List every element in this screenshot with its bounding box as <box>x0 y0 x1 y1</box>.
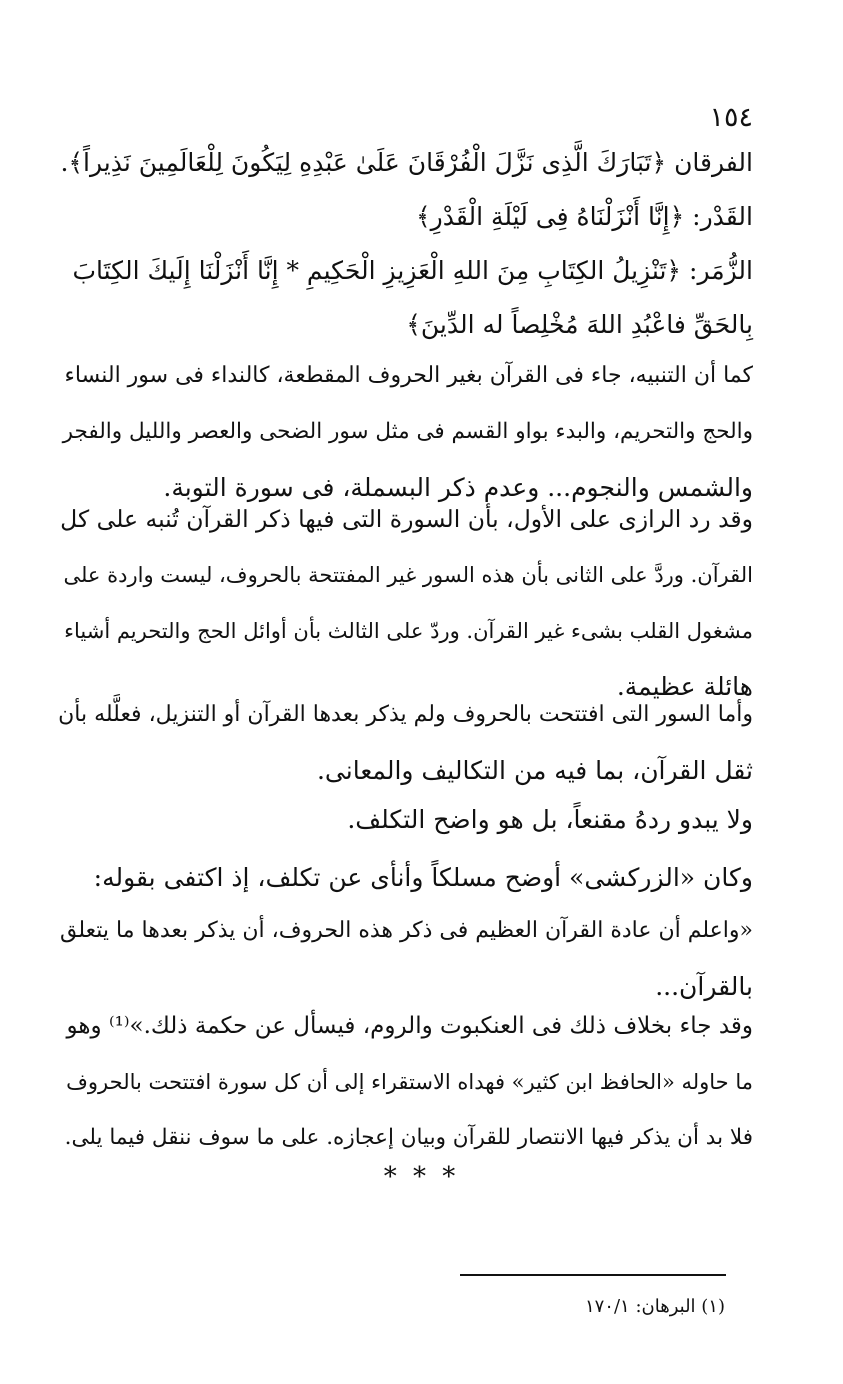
text-line: بالقرآن... <box>655 972 753 1001</box>
text-line: «واعلم أن عادة القرآن العظيم فى ذكر هذه الحروف، أن يذكر بعدها ما يتعلق <box>60 918 753 943</box>
text-line: ولا يبدو ردهُ مقنعاً، بل هو واضح التكلف. <box>347 805 753 834</box>
text-line: القرآن. وردَّ على الثانى بأن هذه السور غير المفتتحة بالحروف، ليست واردة على <box>63 563 753 587</box>
quote-line-zumar: الزُّمَر: ﴿تَنْزِيلُ الكِتَابِ مِنَ اللهِ الْعَزِيزِ الْحَكِيمِ * إِنَّا أَنْزَلْنَا إِلَيكَ الكِتَابَ <box>72 256 753 285</box>
text-line: وقد جاء بخلاف ذلك فى العنكبوت والروم، فيسأل عن حكمة ذلك.»⁽¹⁾ وهو <box>66 1013 753 1039</box>
quote-line-zumar-cont: بِالحَقِّ فاعْبُدِ اللهَ مُخْلِصاً له الدِّينَ﴾ <box>406 310 753 339</box>
quote-line-furqan: الفرقان ﴿تَبَارَكَ الَّذِى نَزَّلَ الْفُرْقَانَ عَلَىٰ عَبْدِهِ لِيَكُونَ لِلْعَالَمِينَ نَذِيراً﴾. <box>60 148 753 177</box>
paragraph-7 <box>53 998 753 1166</box>
text-line: وقد رد الرازى على الأول، بأن السورة التى فيها ذكر القرآن تُنبه على كل <box>60 505 753 533</box>
text-line: والشمس والنجوم... وعدم ذكر البسملة، فى سورة التوبة. <box>163 473 753 502</box>
text-line: فلا بد أن يذكر فيها الانتصار للقرآن وبيان إعجازه. على ما سوف ننقل فيما يلى. <box>64 1125 753 1150</box>
paragraph-3 <box>53 687 753 799</box>
quote-line-qadr: القَدْر: ﴿إِنَّا أَنْزَلْنَاهُ فِى لَيْلَةِ الْقَدْرِ﴾ <box>416 202 753 231</box>
text-line: وكان «الزركشى» أوضح مسلكاً وأنأى عن تكلف، إذ اكتفى بقوله: <box>93 863 753 892</box>
text-line: هائلة عظيمة. <box>616 672 753 701</box>
page-number: ١٥٤ <box>709 102 753 133</box>
footnote: (١) البرهان: ١٧٠/١ <box>584 1296 725 1317</box>
text-line: والحج والتحريم، والبدء بواو القسم فى مثل سور الضحى والعصر والليل والفجر <box>62 419 753 444</box>
footnote-divider <box>460 1274 726 1276</box>
paragraph-2 <box>53 491 753 715</box>
quranic-quotes <box>53 136 753 352</box>
text-line: ما حاوله «الحافظ ابن كثير» فهداه الاستقراء إلى أن كل سورة افتتحت بالحروف <box>66 1070 753 1094</box>
text-line: ثقل القرآن، بما فيه من التكاليف والمعانى. <box>316 756 753 785</box>
text-line: كما أن التنبيه، جاء فى القرآن بغير الحروف المقطعة، كالنداء فى سور النساء <box>64 363 753 388</box>
text-line: وأما السور التى افتتحت بالحروف ولم يذكر بعدها القرآن أو التنزيل، فعلَّله بأن <box>58 702 753 727</box>
text-line: مشغول القلب بشىء غير القرآن. وردّ على الثالث بأن أوائل الحج والتحريم أشياء <box>64 619 753 643</box>
paragraph-5 <box>53 850 753 906</box>
paragraph-4 <box>53 792 753 848</box>
section-separator: * * * <box>383 1162 460 1192</box>
